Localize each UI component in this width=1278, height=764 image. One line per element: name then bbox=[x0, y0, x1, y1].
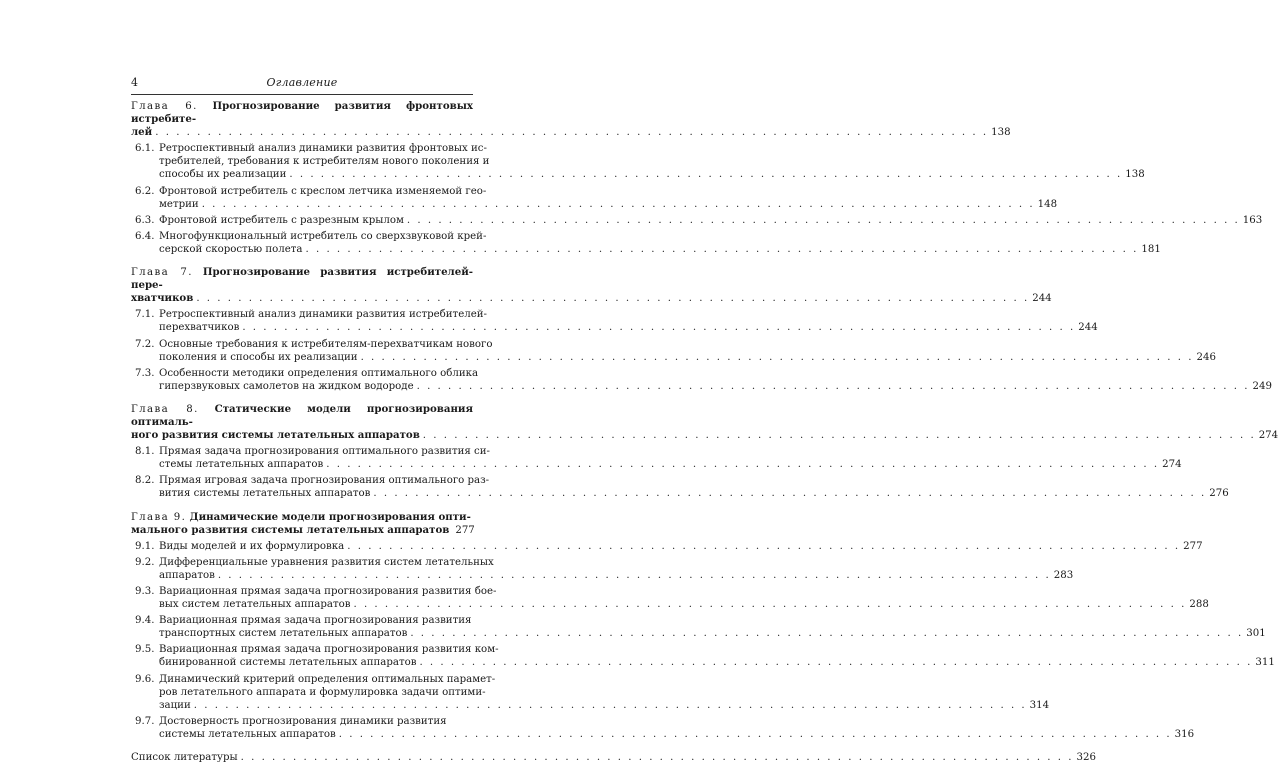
entry-last-line-text: аппаратов bbox=[159, 569, 215, 581]
entry-text-line: Ретроспективный анализ динамики развития фронтовых ис- bbox=[159, 143, 487, 155]
chapter-heading bbox=[131, 511, 473, 524]
dot-leader bbox=[410, 627, 1243, 640]
entry-last-line-text: способы их реализации bbox=[159, 169, 287, 181]
entry-text-line: Достоверность прогнозирования динамики развития bbox=[159, 715, 447, 727]
entry-number: 8.2. bbox=[135, 475, 155, 487]
entry-text-line: Основные требования к истребителям-перехватчикам нового bbox=[159, 338, 493, 350]
toc-entry bbox=[131, 556, 1074, 582]
entry-last-line[interactable] bbox=[159, 198, 1057, 211]
entry-body bbox=[159, 585, 1209, 611]
dot-leader bbox=[155, 126, 988, 139]
entry-last-line-text: серской скоростью полета bbox=[159, 243, 303, 255]
dot-leader bbox=[423, 429, 1256, 442]
chapter-title-line-page: 274 bbox=[1258, 430, 1278, 442]
entry-last-line-page: 301 bbox=[1246, 628, 1266, 640]
toc-entry bbox=[131, 308, 1098, 334]
chapter bbox=[131, 266, 1272, 393]
entry-last-line-page: 181 bbox=[1141, 243, 1161, 255]
running-head bbox=[131, 76, 473, 94]
entry-number: 6.1. bbox=[135, 143, 155, 155]
entry-last-line-page: 276 bbox=[1209, 488, 1229, 500]
dot-leader bbox=[347, 540, 1180, 553]
entry-number: 9.5. bbox=[135, 644, 155, 656]
chapter-title-line[interactable] bbox=[131, 126, 1011, 139]
entry-last-line-text: перехватчиков bbox=[159, 322, 240, 334]
chapter-title-line-page: 244 bbox=[1032, 293, 1052, 305]
dot-leader bbox=[326, 458, 1159, 471]
entry-text-line: Дифференциальные уравнения развития систем летательных bbox=[159, 556, 494, 568]
entry-last-line[interactable] bbox=[159, 569, 1073, 582]
entry-last-line-text: вития системы летательных аппаратов bbox=[159, 488, 371, 500]
entry-last-line-page: 277 bbox=[1183, 540, 1203, 552]
entry-body bbox=[159, 673, 1049, 712]
chapter-heading bbox=[131, 100, 473, 126]
chapter-title-line-text: лей bbox=[131, 126, 153, 139]
entry-last-line-page: 163 bbox=[1242, 214, 1263, 226]
entry-number: 9.6. bbox=[135, 673, 155, 685]
chapter-label: Глава 6. bbox=[131, 101, 198, 112]
entry-body bbox=[159, 367, 1272, 393]
entry-number: 8.1. bbox=[135, 446, 155, 458]
entry-last-line-page: 244 bbox=[1078, 322, 1098, 334]
entry-last-line-page: 249 bbox=[1252, 380, 1272, 392]
entry-number: 9.2. bbox=[135, 556, 155, 568]
dot-leader bbox=[373, 487, 1206, 500]
entry-number: 7.1. bbox=[135, 309, 155, 321]
entry-last-line[interactable] bbox=[159, 656, 1275, 669]
entry-number: 9.7. bbox=[135, 715, 155, 727]
entry-body bbox=[159, 445, 1182, 471]
dot-leader bbox=[289, 168, 1122, 181]
entry-last-line-text: гиперзвуковых самолетов на жидком водороде bbox=[159, 380, 414, 392]
toc-entry bbox=[131, 643, 1275, 669]
entry-body bbox=[159, 643, 1275, 669]
entry-last-line[interactable] bbox=[159, 540, 1203, 553]
entry-body bbox=[159, 556, 1073, 582]
entry-text-line: Вариационная прямая задача прогнозирования развития bbox=[159, 615, 472, 627]
chapter-label: Глава 8. bbox=[131, 403, 199, 415]
entry-last-line-text: зации bbox=[159, 699, 191, 711]
entry-last-line[interactable] bbox=[159, 321, 1098, 334]
entry-last-line-text: вых систем летательных аппаратов bbox=[159, 599, 351, 611]
entry-number: 9.3. bbox=[135, 586, 155, 597]
entry-body bbox=[159, 474, 1229, 500]
bibliography-entry-page: 326 bbox=[1076, 752, 1096, 764]
entry-body bbox=[159, 308, 1098, 334]
entry-last-line[interactable] bbox=[159, 168, 1145, 181]
entry-last-line-page: 274 bbox=[1162, 459, 1182, 471]
entry-body bbox=[159, 142, 1145, 181]
entry-number: 7.3. bbox=[135, 367, 155, 379]
entry-last-line[interactable] bbox=[159, 458, 1182, 471]
chapter-title-line[interactable] bbox=[131, 429, 1278, 442]
entry-text-line: ров летательного аппарата и формулировка задачи оптими- bbox=[159, 686, 486, 698]
dot-leader bbox=[305, 243, 1138, 256]
toc-entry bbox=[131, 614, 1266, 640]
entry-last-line-text: метрии bbox=[159, 198, 199, 210]
entry-text-line: Многофункциональный истребитель со сверхзвуковой крей- bbox=[159, 230, 487, 242]
chapter-title-line-text: мального развития системы летательных аппаратов bbox=[131, 523, 450, 536]
entry-text-line: Прямая задача прогнозирования оптимального развития си- bbox=[159, 446, 490, 458]
entry-last-line-page: 316 bbox=[1174, 728, 1195, 740]
entry-number: 9.4. bbox=[135, 615, 155, 627]
toc-entry bbox=[131, 185, 1058, 211]
entry-last-line-page: 311 bbox=[1255, 657, 1275, 669]
toc-entry bbox=[131, 230, 1161, 256]
entry-last-line-text: Виды моделей и их формулировка bbox=[159, 540, 345, 552]
entry-text-line: Прямая игровая задача прогнозирования оптимального раз- bbox=[159, 475, 490, 487]
entry-last-line[interactable] bbox=[159, 380, 1272, 393]
dot-leader bbox=[419, 656, 1252, 669]
chapter-title-line-text: ного развития системы летательных аппаратов bbox=[131, 429, 420, 442]
dot-leader bbox=[202, 198, 1035, 211]
entry-text-line: требителей, требования к истребителям нового поколения и bbox=[159, 156, 490, 168]
entry-last-line-text: транспортных систем летательных аппаратов bbox=[159, 628, 408, 640]
entry-last-line-text: системы летательных аппаратов bbox=[159, 728, 336, 740]
entry-body bbox=[159, 614, 1266, 640]
entry-body bbox=[159, 185, 1057, 211]
chapter-title-line[interactable] bbox=[131, 292, 1052, 305]
chapter-title-line[interactable] bbox=[131, 524, 473, 537]
toc-entry bbox=[131, 214, 1263, 227]
dot-leader bbox=[196, 292, 1029, 305]
toc-entry bbox=[131, 585, 1209, 611]
entry-number: 6.4. bbox=[135, 230, 155, 242]
chapter-title-line-text: хватчиков bbox=[131, 292, 194, 305]
entry-last-line[interactable] bbox=[159, 598, 1209, 611]
entry-body bbox=[159, 230, 1161, 256]
entry-last-line[interactable] bbox=[159, 214, 1262, 227]
entry-number: 7.2. bbox=[135, 338, 155, 350]
entry-last-line[interactable] bbox=[159, 728, 1194, 741]
chapter bbox=[131, 402, 1278, 501]
entry-last-line-text: Фронтовой истребитель с разрезным крылом bbox=[159, 214, 404, 226]
dot-leader bbox=[194, 699, 1027, 712]
entry-last-line[interactable] bbox=[159, 487, 1229, 500]
entry-last-line-text: стемы летательных аппаратов bbox=[159, 459, 324, 471]
toc-entry bbox=[131, 338, 1216, 364]
chapter-title: Прогнозирование развития фронтовых истребите- bbox=[131, 100, 473, 126]
entry-last-line-page: 148 bbox=[1037, 198, 1058, 210]
bibliography-entry-text: Список литературы bbox=[131, 752, 238, 764]
chapter-title: Прогнозирование развития истребителей-пере- bbox=[131, 266, 473, 292]
entry-last-line[interactable] bbox=[159, 351, 1216, 364]
entry-body bbox=[159, 338, 1216, 364]
page-number: 4 bbox=[131, 76, 138, 89]
entry-text-line: Особенности методики определения оптимального облика bbox=[159, 367, 479, 379]
toc-entry bbox=[131, 673, 1050, 712]
entry-last-line[interactable] bbox=[159, 699, 1049, 712]
header-rule bbox=[131, 94, 473, 95]
entry-last-line-text: поколения и способы их реализации bbox=[159, 351, 358, 363]
entry-last-line-page: 246 bbox=[1196, 351, 1216, 363]
entry-last-line[interactable] bbox=[159, 243, 1161, 256]
dot-leader bbox=[353, 598, 1186, 611]
chapter bbox=[131, 510, 1275, 742]
toc-entry bbox=[131, 715, 1195, 741]
toc-entry bbox=[131, 540, 1203, 553]
chapter-title-line-page: 138 bbox=[991, 127, 1011, 139]
entry-text-line: Динамический критерий определения оптимальных парамет- bbox=[159, 673, 496, 685]
chapter-title: Динамические модели прогнозирования опти- bbox=[189, 510, 471, 523]
chapter-label: Глава 9. bbox=[131, 511, 187, 523]
dot-leader bbox=[218, 569, 1051, 582]
entry-last-line-page: 138 bbox=[1125, 169, 1145, 181]
table-of-contents bbox=[131, 100, 1278, 764]
chapter-title-line-page: 277 bbox=[455, 524, 475, 536]
entry-number: 9.1. bbox=[135, 540, 155, 552]
entry-last-line[interactable] bbox=[159, 627, 1266, 640]
entry-body bbox=[159, 540, 1203, 553]
entry-number: 6.2. bbox=[135, 185, 155, 197]
dot-leader bbox=[241, 751, 1074, 764]
chapter-heading bbox=[131, 403, 473, 429]
toc-entry bbox=[131, 474, 1229, 500]
chapter-label: Глава 7. bbox=[131, 267, 193, 279]
chapter-heading bbox=[131, 266, 473, 292]
bibliography-entry[interactable] bbox=[131, 751, 1096, 764]
entry-body bbox=[159, 715, 1194, 741]
entry-text-line: Вариационная прямая задача прогнозирования развития бое- bbox=[159, 586, 497, 597]
entry-text-line: Фронтовой истребитель с креслом летчика изменяемой гео- bbox=[159, 185, 487, 197]
entry-last-line-page: 283 bbox=[1053, 569, 1074, 581]
entry-text-line: Ретроспективный анализ динамики развития истребителей- bbox=[159, 309, 487, 321]
dot-leader bbox=[417, 380, 1250, 393]
dot-leader bbox=[242, 321, 1075, 334]
dot-leader bbox=[407, 214, 1240, 227]
entry-number: 6.3. bbox=[135, 214, 155, 226]
entry-body bbox=[159, 214, 1262, 227]
entry-last-line-page: 288 bbox=[1189, 599, 1209, 611]
entry-text-line: Вариационная прямая задача прогнозирования развития ком- bbox=[159, 644, 499, 656]
section-title: Оглавление bbox=[266, 76, 338, 89]
entry-last-line-page: 314 bbox=[1029, 699, 1050, 711]
dot-leader bbox=[339, 728, 1172, 741]
toc-entry bbox=[131, 445, 1182, 471]
dot-leader bbox=[361, 351, 1194, 364]
chapter bbox=[131, 100, 1263, 256]
entry-last-line-text: бинированной системы летательных аппаратов bbox=[159, 657, 417, 669]
toc-entry bbox=[131, 367, 1272, 393]
toc-entry bbox=[131, 142, 1145, 181]
chapter-title: Статические модели прогнозирования оптималь- bbox=[131, 402, 473, 428]
